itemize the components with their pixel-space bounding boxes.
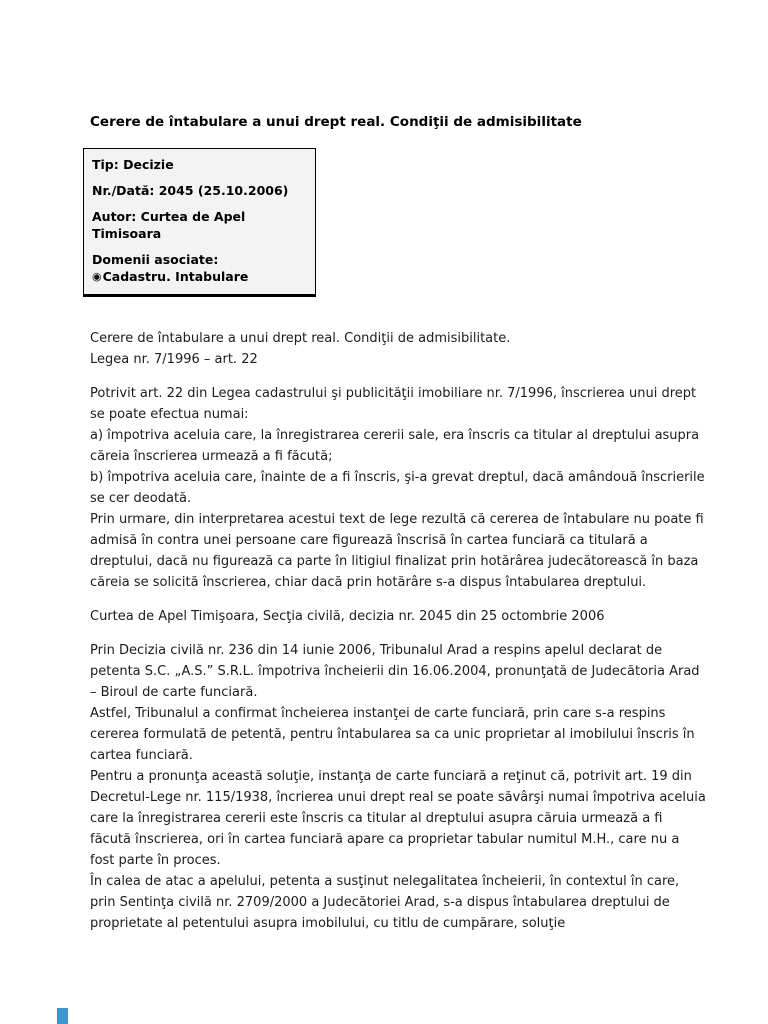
paragraph: a) împotriva aceluia care, la înregistrarea cererii sale, era înscris ca titular al dreptului asupra căreia înscrierea urmează a fi făcută; (90, 428, 700, 464)
paragraph-law-ref: Legea nr. 7/1996 – art. 22 (90, 352, 258, 367)
paragraph: În calea de atac a apelului, petenta a susţinut nelegalitatea încheierii, în contextul în care, prin Sentinţa civilă nr. 2709/2000 a Judecătoriei Arad, s-a dispus întabularea dreptului de proprietate al petentului asupra imobilului, cu titlu de cumpărare, soluţie (90, 874, 680, 931)
meta-nr-data: Nr./Dată: 2045 (25.10.2006) (92, 183, 289, 198)
paragraph-heading-repeat: Cerere de întabulare a unui drept real. Condiţii de admisibilitate. (90, 331, 511, 346)
paragraph: Potrivit art. 22 din Legea cadastrului şi publicităţii imobiliare nr. 7/1996, înscrierea unui drept se poate efectua numai: (90, 386, 697, 422)
meta-autor: Autor: Curtea de Apel Timisoara (92, 209, 246, 241)
paragraph: Prin urmare, din interpretarea acestui text de lege rezultă că cererea de întabulare nu poate fi admisă în contra unei persoane care figurează înscrisă în cartea funciară ca titulară a dreptului, dacă nu figurează ca parte în litigiul finalizat prin hotărârea judecătorească în baza căreia se solicită înscrierea, chiar dacă prin hotărâre s-a dispus întabularea dreptului. (90, 512, 704, 590)
domain-bullet-icon: ◉ (92, 270, 102, 283)
page-title: Cerere de întabulare a unui drept real. Condiţii de admisibilitate (90, 114, 582, 130)
meta-domenii-block (92, 251, 307, 285)
meta-domenii-value: Cadastru. Intabulare (102, 269, 249, 284)
paragraph: Prin Decizia civilă nr. 236 din 14 iunie 2006, Tribunalul Arad a respins apelul declarat de petenta S.C. „A.S.” S.R.L. împotriva încheierii din 16.06.2004, pronunţată de Judecătoria Arad – Biroul de carte funciară. (90, 643, 700, 700)
meta-domenii-label: Domenii asociate: (92, 252, 219, 267)
paragraph: Pentru a pronunţa această soluţie, instanţa de carte funciară a reţinut că, potrivit art. 19 din Decretul-Lege nr. 115/1938, încrierea unui drept real se poate săvârşi numai împotriva aceluia care la înregistrarea cererii este înscris ca titular al dreptului asupra căruia urmează a fi făcută înscrierea, ori în cartea funciară apare ca proprietar tabular numitul M.H., care nu a fost parte în proces. (90, 769, 706, 868)
meta-tip: Tip: Decizie (92, 157, 174, 172)
paragraph: b) împotriva aceluia care, înainte de a fi înscris, şi-a grevat dreptul, dacă amândouă înscrierile se cer deodată. (90, 470, 705, 506)
meta-domenii-value-row (92, 268, 307, 285)
decision-meta-box (83, 148, 316, 297)
document-body (90, 328, 706, 934)
paragraph-gap (90, 370, 706, 383)
paragraph-gap (90, 593, 706, 606)
page-bottom-blue-mark (57, 1008, 68, 1024)
paragraph-gap (90, 627, 706, 640)
paragraph: Astfel, Tribunalul a confirmat încheierea instanţei de carte funciară, prin care s-a respins cererea formulată de petentă, pentru întabularea sa ca unic proprietar al imobilului înscris în cartea funciară. (90, 706, 695, 763)
paragraph-court-decision-ref: Curtea de Apel Timişoara, Secţia civilă, decizia nr. 2045 din 25 octombrie 2006 (90, 609, 605, 624)
